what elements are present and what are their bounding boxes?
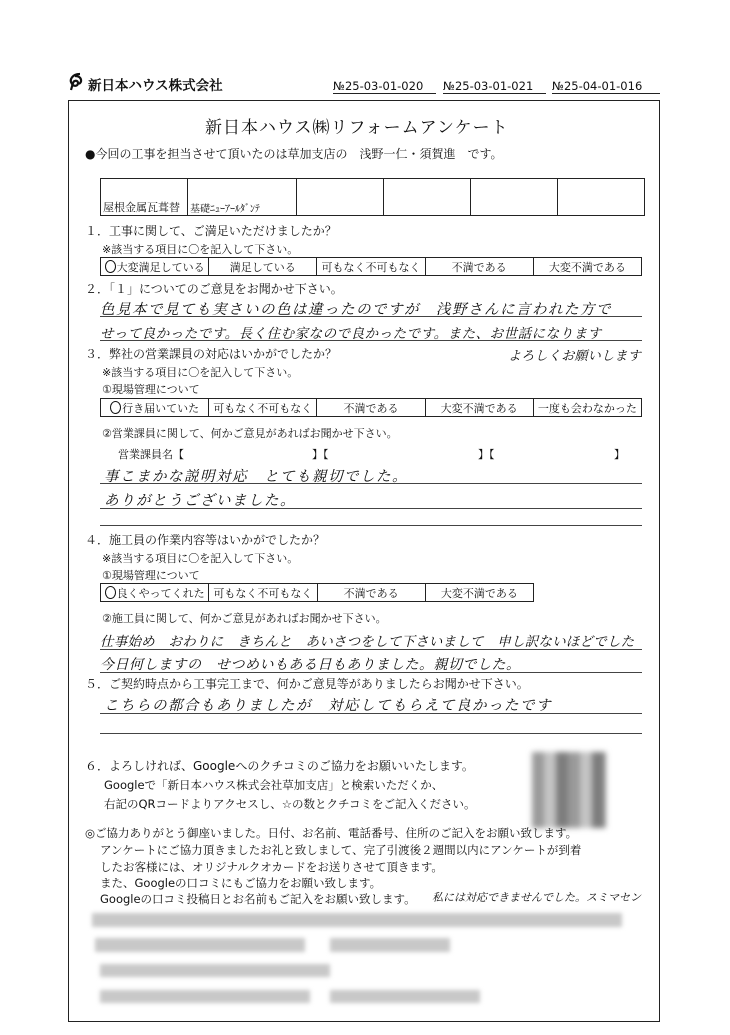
q4-option[interactable]: 良くやってくれた <box>101 584 209 602</box>
redacted-info <box>330 938 450 952</box>
q1-question: １．工事に関して、ご満足いただけましたか？ <box>85 224 337 238</box>
q2-answer-line: 色見本で見ても実さいの色は違ったのですが 浅野さんに言われた方で <box>100 302 612 318</box>
staff-bracket-end: 】 <box>614 448 625 461</box>
selected-circle-icon <box>110 401 121 414</box>
intro-text: ●今回の工事を担当させて頂いたのは草加支店の 浅野一仁・須賀進 です。 <box>85 147 503 161</box>
staff-name-label: 営業課員名【 <box>118 448 184 461</box>
q1-option[interactable]: 大変満足している <box>101 258 209 276</box>
redacted-info <box>92 913 622 927</box>
q4-answer-line: 今日何しますの せつめいもある日もありました。親切でした。 <box>100 657 521 673</box>
qr-code-image[interactable] <box>532 752 606 828</box>
redacted-info <box>100 964 330 977</box>
q3-option[interactable]: 一度も会わなかった <box>533 399 641 417</box>
closing-line: アンケートにご協力頂きましたお礼と致しまして、完了引渡後２週間以内にアンケートが到着 <box>100 843 582 857</box>
closing-line: また、Googleの口コミにもご協力をお願い致します。 <box>100 876 382 890</box>
closing-line: したお客様には、オリジナルクオカードをお送りさせて頂きます。 <box>100 860 443 874</box>
redacted-info <box>330 990 480 1003</box>
doc-number-2: №25-03-01-021 <box>443 79 546 94</box>
q2-question: ２．「１」についてのご意見をお聞かせ下さい。 <box>85 282 343 296</box>
work-item: 屋根金属瓦葺替 <box>101 179 188 216</box>
q1-option[interactable]: 満足している <box>209 258 317 276</box>
work-item <box>296 179 383 216</box>
closing-handwritten-note: 私には対応できませんでした。スミマセン <box>432 891 641 904</box>
closing-line: ◎ご協力ありがとう御座いました。日付、お名前、電話番号、住所のご記入をお願い致します。 <box>85 826 578 840</box>
q3-option[interactable]: 行き届いていた <box>101 399 209 417</box>
q1-options <box>100 257 642 276</box>
staff-bracket-mid: 】【 <box>478 448 495 461</box>
q3-answer-line: ありがとうございました。 <box>104 493 296 509</box>
work-item: 基礎ﾆｭｰｱｰﾙﾀﾞﾝﾃ <box>188 179 297 216</box>
q5-question: ５．ご契約時点から工事完工まで、何かご意見等がありましたらお聞かせ下さい。 <box>85 677 529 691</box>
q4-options <box>100 583 534 602</box>
q6-line1: Googleで「新日本ハウス株式会社草加支店」と検索いただくか、 <box>104 778 444 792</box>
work-item <box>470 179 557 216</box>
work-items-table <box>100 178 645 216</box>
redacted-info <box>95 938 305 952</box>
q3-answer-line: 事こまかな説明対応 とても親切でした。 <box>104 469 408 485</box>
redacted-info <box>100 990 310 1003</box>
q4-option[interactable]: 可もなく不可もなく <box>209 584 317 602</box>
q4-sub2: ②施工員に関して、何かご意見があればお聞かせ下さい。 <box>102 612 387 625</box>
work-item <box>383 179 470 216</box>
q3-instruction: ※該当する項目に〇を記入して下さい。 <box>102 366 299 379</box>
selected-circle-icon <box>105 260 116 273</box>
q3-question: ３．弊社の営業課員の対応はいかがでしたか？ <box>85 347 338 361</box>
q3-sub2: ②営業課員に関して、何かご意見があればお聞かせ下さい。 <box>102 427 398 440</box>
q4-option[interactable]: 不満である <box>317 584 425 602</box>
q3-option[interactable]: 不満である <box>317 399 425 417</box>
q1-option[interactable]: 可もなく不可もなく <box>317 258 425 276</box>
q4-question: ４．施工員の作業内容等はいかがでしたか？ <box>85 533 326 547</box>
q4-sub1: ①現場管理について <box>102 569 200 582</box>
q2-answer-line: せって良かったです。長く住む家なので良かったです。また、お世話になります <box>100 326 602 342</box>
company-logo <box>66 72 86 92</box>
staff-bracket-mid: 】【 <box>312 448 329 461</box>
doc-number-3: №25-04-01-016 <box>552 79 660 94</box>
q3-sub1: ①現場管理について <box>102 383 200 396</box>
q1-option[interactable]: 不満である <box>425 258 533 276</box>
selected-circle-icon <box>105 586 116 599</box>
q1-option[interactable]: 大変不満である <box>533 258 641 276</box>
q5-answer-line: こちらの都合もありましたが 対応してもらえて良かったです <box>104 698 552 714</box>
closing-line: Googleの口コミ投稿日とお名前もご記入をお願い致します。 <box>100 892 416 906</box>
q4-option[interactable]: 大変不満である <box>425 584 533 602</box>
company-name: 新日本ハウス株式会社 <box>88 78 223 94</box>
q6-line2: 右記のQRコードよりアクセスし、☆の数とクチコミをご記入ください。 <box>104 797 476 811</box>
work-item <box>557 179 644 216</box>
q3-options <box>100 398 642 417</box>
doc-number-1: №25-03-01-020 <box>333 79 436 94</box>
q1-instruction: ※該当する項目に〇を記入して下さい。 <box>102 243 299 256</box>
q3-option[interactable]: 可もなく不可もなく <box>209 399 317 417</box>
q4-answer-line: 仕事始め おわりに きちんと あいさつをして下さいまして 申し訳ないほどでした <box>100 634 635 650</box>
q2-answer-line: よろしくお願いします <box>508 349 642 364</box>
page-title: 新日本ハウス㈱リフォームアンケート <box>205 118 509 138</box>
q3-option[interactable]: 大変不満である <box>425 399 533 417</box>
q4-instruction: ※該当する項目に〇を記入して下さい。 <box>102 552 299 565</box>
q6-question: ６．よろしければ、Googleへのクチコミのご協力をお願いいたします。 <box>85 759 474 773</box>
